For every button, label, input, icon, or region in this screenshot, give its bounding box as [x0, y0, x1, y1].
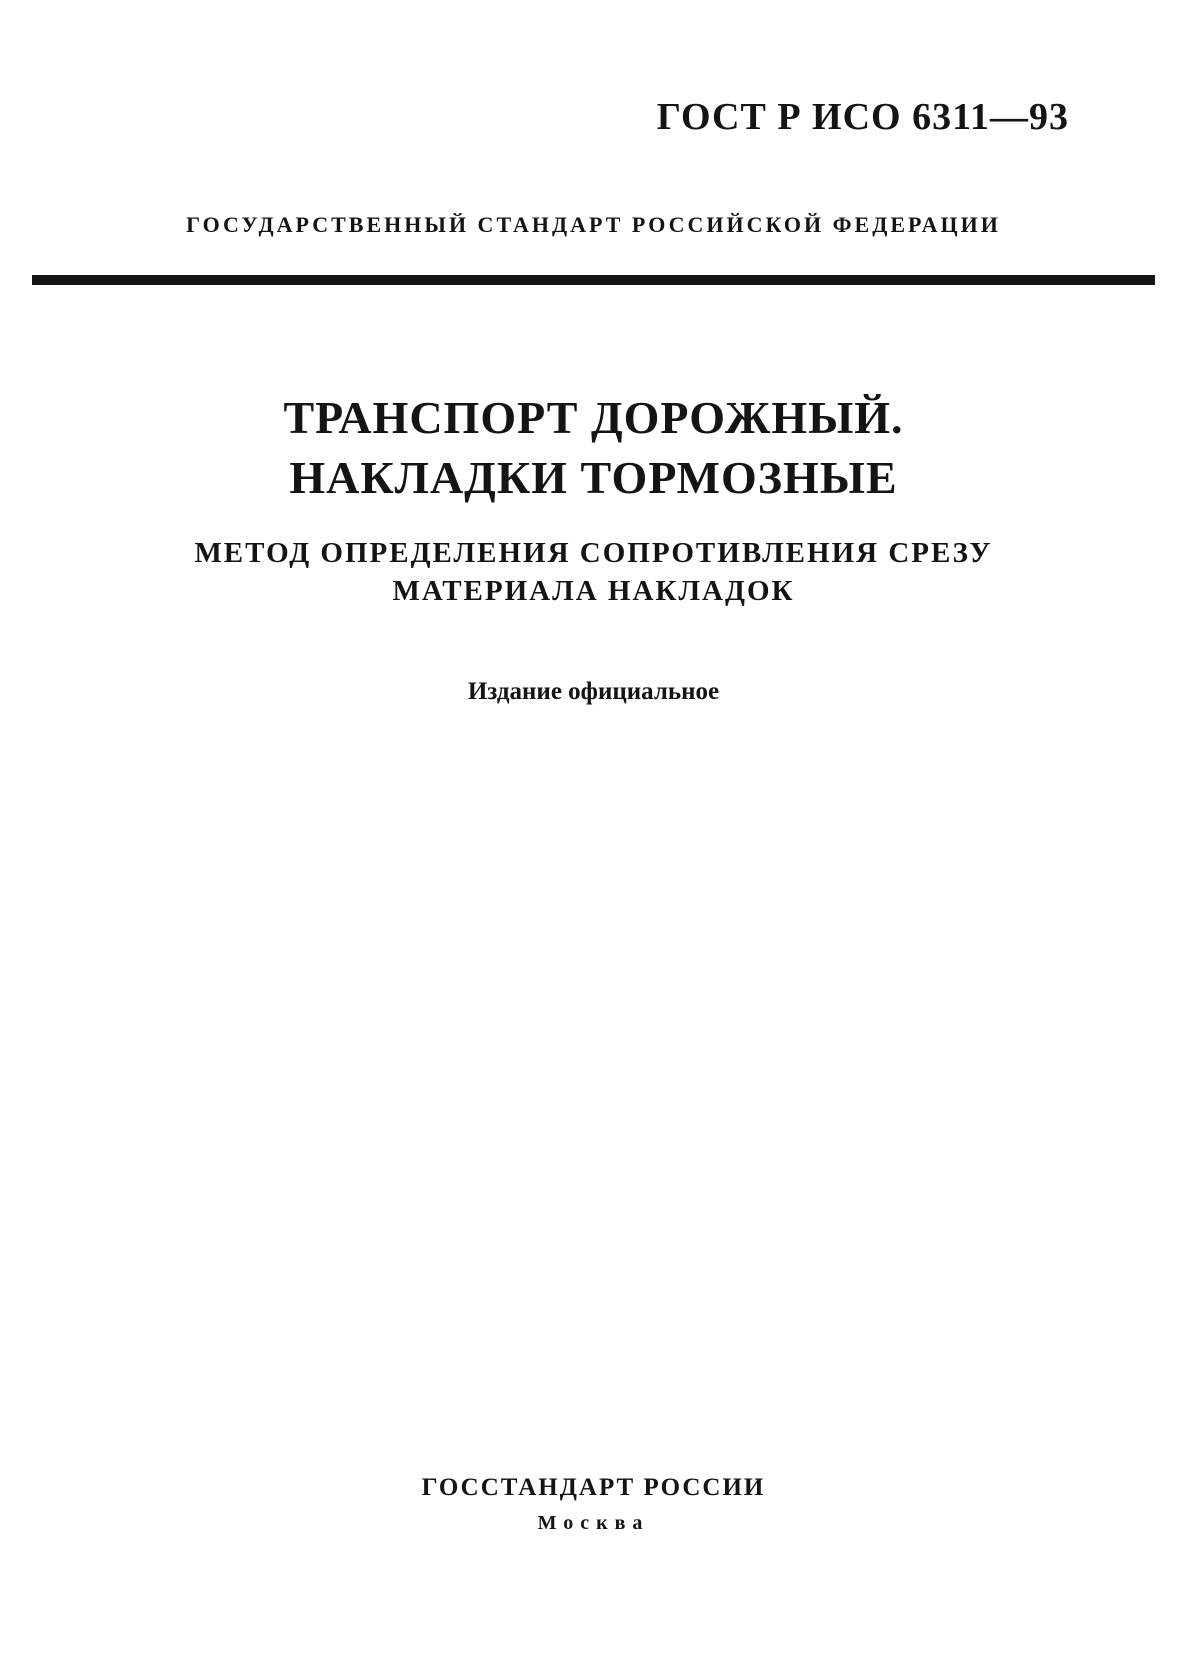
publisher-city: Москва — [537, 1512, 650, 1534]
title-line-2: НАКЛАДКИ ТОРМОЗНЫЕ — [289, 452, 898, 503]
title-block — [0, 388, 1187, 508]
subtitle-line-1: МЕТОД ОПРЕДЕЛЕНИЯ СОПРОТИВЛЕНИЯ СРЕЗУ — [194, 537, 993, 569]
publisher-block — [0, 1470, 1187, 1540]
standard-type-line: ГОСУДАРСТВЕННЫЙ СТАНДАРТ РОССИЙСКОЙ ФЕДЕРАЦИИ — [186, 212, 1001, 237]
subtitle-block — [0, 534, 1187, 610]
horizontal-rule — [32, 275, 1155, 285]
title-line-1: ТРАНСПОРТ ДОРОЖНЫЙ. — [283, 392, 904, 443]
edition-note: Издание официальное — [467, 678, 720, 705]
publisher-name: ГОССТАНДАРТ РОССИИ — [421, 1474, 766, 1501]
document-code: ГОСТ Р ИСО 6311—93 — [656, 96, 1069, 138]
subtitle-line-2: МАТЕРИАЛА НАКЛАДОК — [392, 575, 795, 607]
